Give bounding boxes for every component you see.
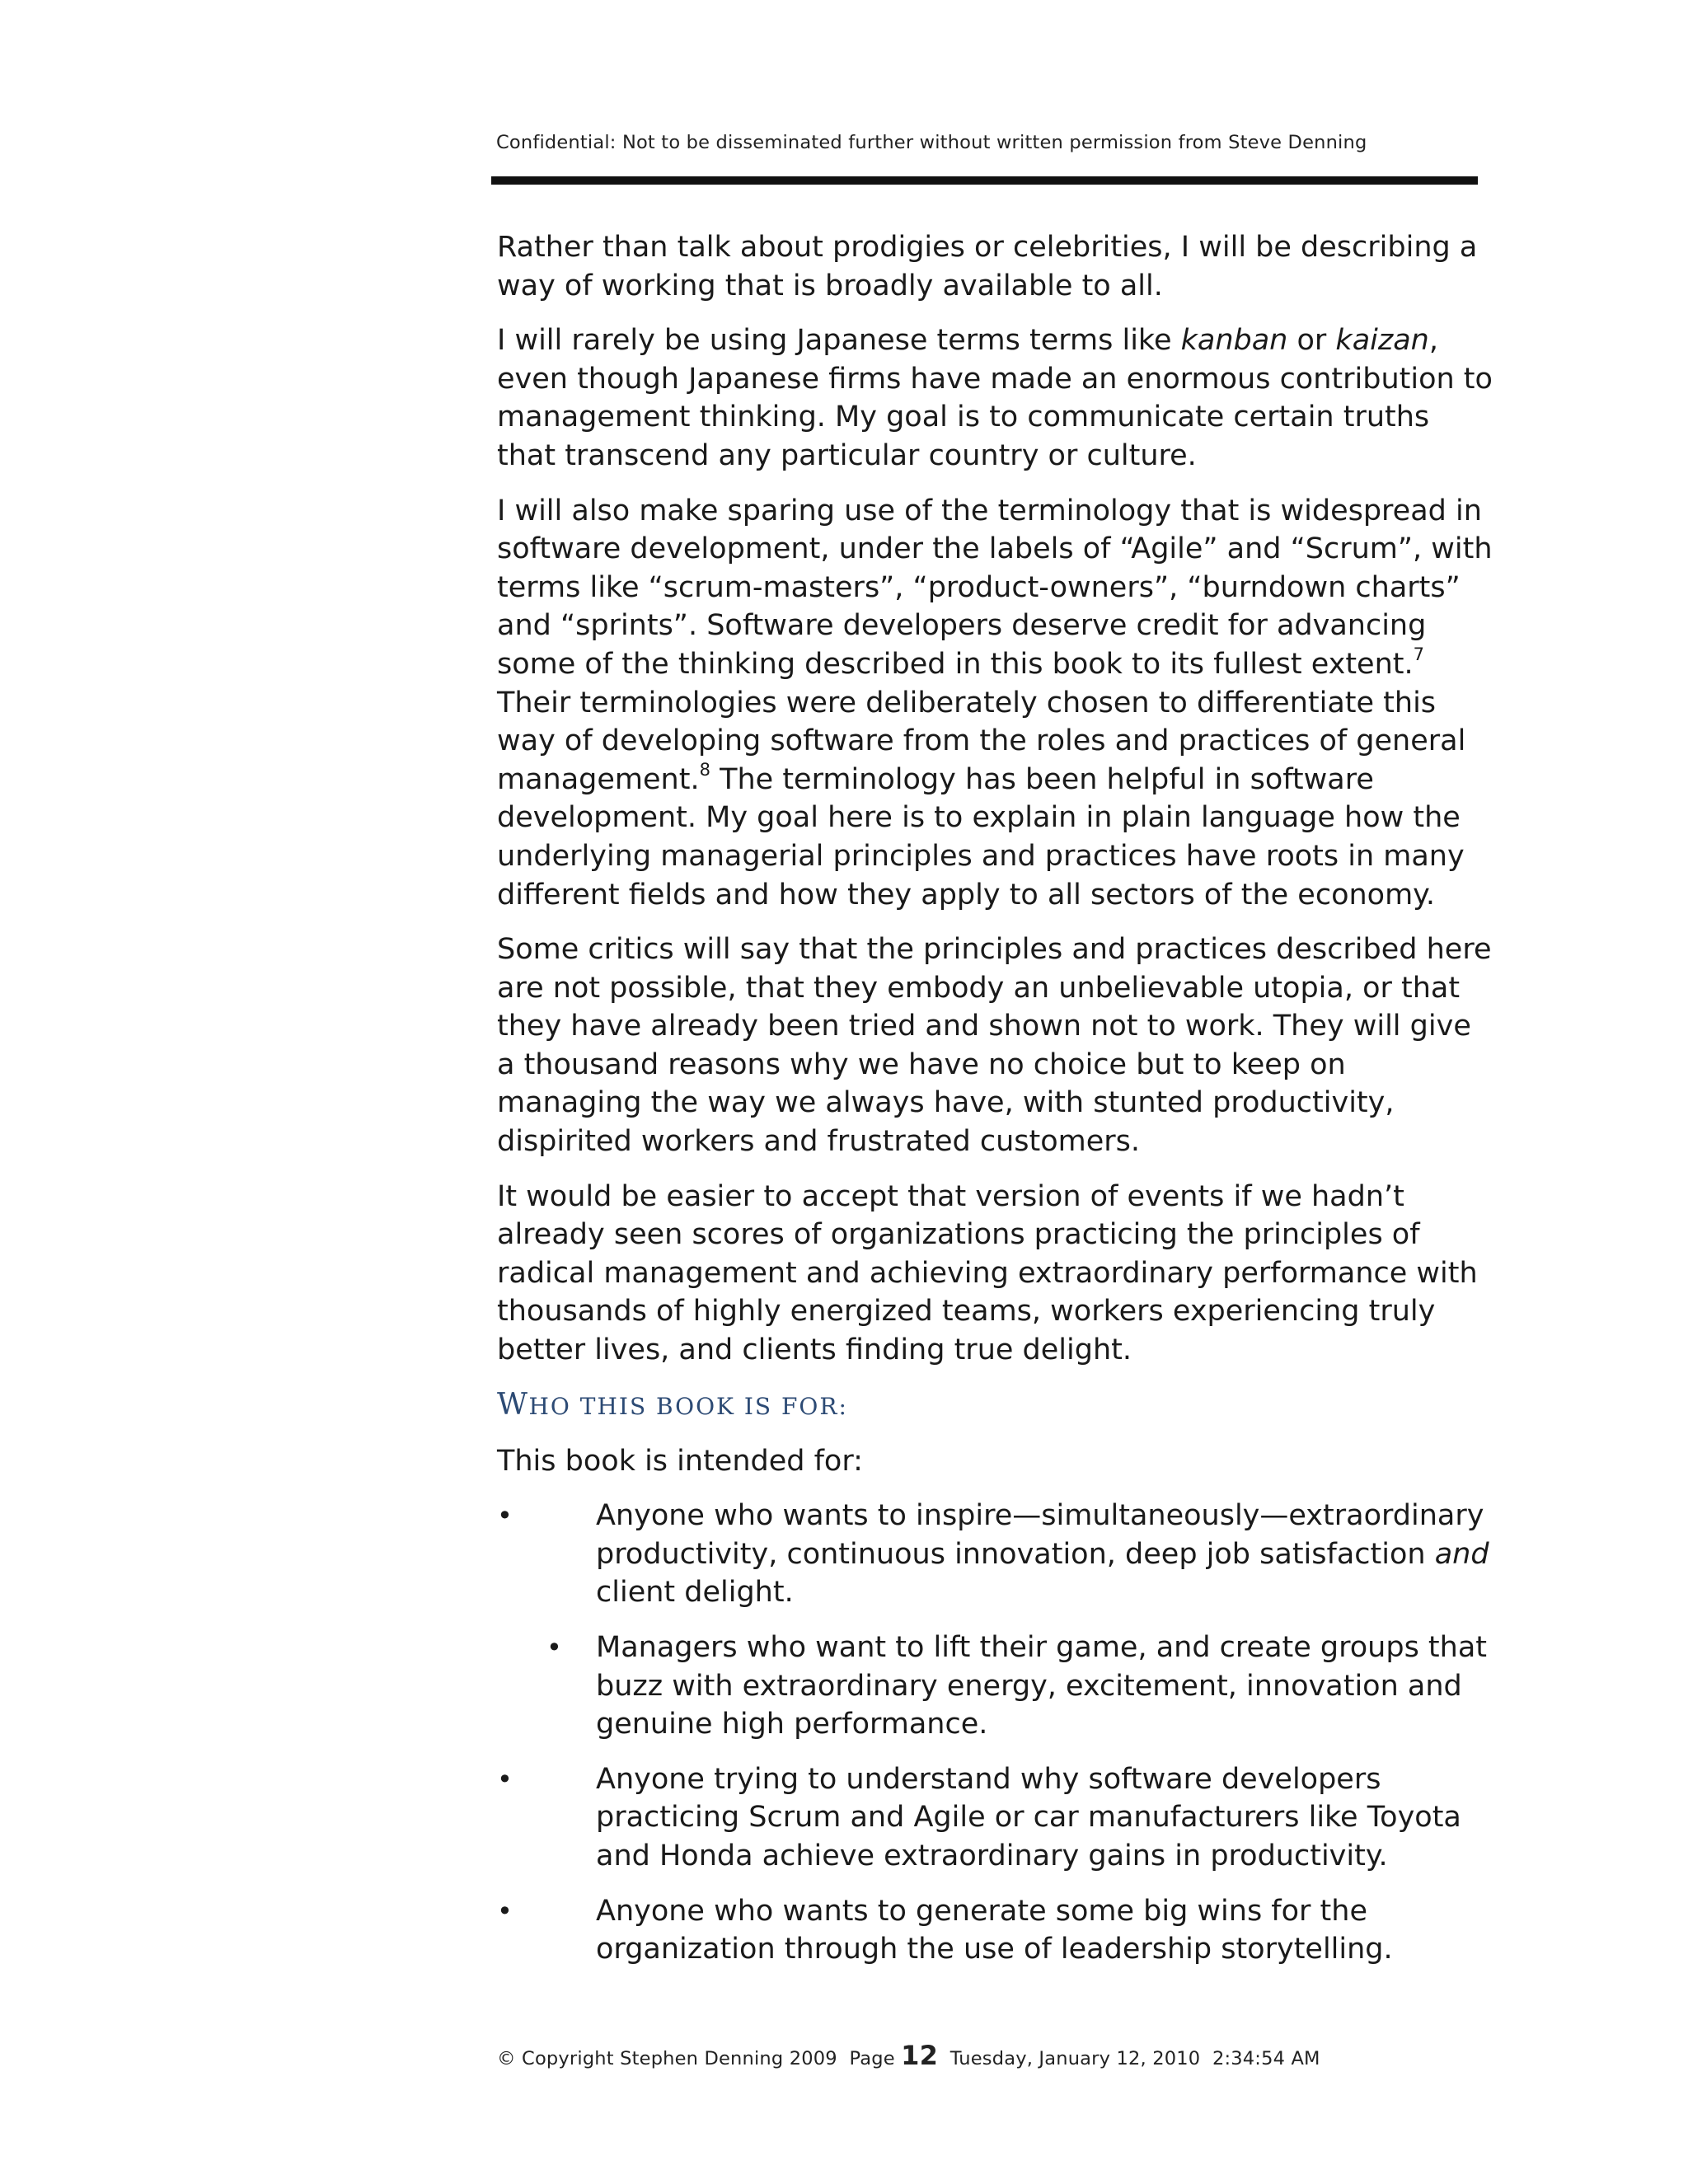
footnote-ref-8[interactable]: 8 [699,760,710,780]
emphasis-and: and [1434,1537,1489,1571]
text-run: The terminology has been helpful in software development. My goal here is to explain in plain language how the underlying managerial principles and practices have roots in many different fields and how they apply to all sectors of the economy. [497,762,1465,912]
text-run: Managers who want to lift their game, and create groups that buzz with extraordinary energy, excitement, innovation and genuine high performance. [596,1631,1488,1741]
paragraph-agile-terminology [497,492,1494,915]
heading-initial: W [497,1387,529,1422]
list-item [497,1497,1494,1612]
text-run: I will also make sparing use of the terminology that is widespread in software development, under the labels of “Agile” and “Scrum”, with terms like “scrum-masters”, “product-owners”, “burndown charts” and “sprints”. Software developers deserve credit for advancing some of the thinking described in this book to its fullest extent. [497,494,1493,681]
paragraph-organizations: It would be easier to accept that version of events if we hadn’t already seen scores of organizations practicing the principles of radical management and achieving extraordinary performance with thousands of highly energized teams, workers experiencing truly better lives, and clients finding true delight. [497,1179,1478,1367]
text-run: , even though Japanese firms have made an enormous contribution to management thinking. My goal is to communicate certain truths that transcend any particular country or culture. [497,324,1493,472]
footer-timestamp: Tuesday, January 12, 2010 2:34:54 AM [938,2048,1320,2069]
term-kaizan: kaizan [1335,324,1429,358]
text-run: or [1287,324,1336,358]
heading-smallcaps: HO THIS BOOK IS FOR: [528,1392,848,1420]
bullet-icon: • [497,1763,513,1795]
page-body [497,228,1494,1985]
text-run: client delight. [596,1576,794,1610]
intended-for-intro: This book is intended for: [497,1444,863,1478]
footnote-ref-7[interactable]: 7 [1413,644,1424,665]
text-run: I will rarely be using Japanese terms terms like [497,324,1181,358]
list-item [497,1629,1494,1744]
page-footer [497,2040,1320,2071]
text-run: Anyone trying to understand why software developers practicing Scrum and Agile or car manufacturers like Toyota and Honda achieve extraordinary gains in productivity. [596,1762,1461,1872]
list-item [497,1760,1494,1876]
list-item [497,1892,1494,1969]
paragraph-prodigies: Rather than talk about prodigies or celebrities, I will be describing a way of working that is broadly available to all. [497,231,1478,302]
text-run: Anyone who wants to inspire—simultaneously—extraordinary productivity, continuous innovation, deep job satisfaction [596,1499,1484,1571]
text-run: Their terminologies were deliberately chosen to differentiate this way of developing software from the roles and practices of general management. [497,686,1466,796]
term-kanban: kanban [1180,324,1288,358]
paragraph-critics: Some critics will say that the principles and practices described here are not possible, that they embody an unbelievable utopia, or that they have already been tried and shown not to work. They will give a thousand reasons why we have no choice but to keep on managing the way we always have, with stunted productivity, dispirited workers and frustrated customers. [497,933,1492,1159]
section-heading-who-this-book-is-for [497,1386,1494,1426]
text-run: Anyone who wants to generate some big wins for the organization through the use of leadership storytelling. [596,1894,1393,1966]
footer-copyright: © Copyright Stephen Denning 2009 Page [497,2048,902,2069]
header-rule [491,176,1478,185]
bullet-icon: • [497,1895,513,1927]
bullet-icon: • [497,1500,513,1532]
page-number: 12 [901,2040,939,2071]
paragraph-japanese-terms [497,321,1494,475]
bullet-icon: • [546,1632,562,1663]
confidential-header: Confidential: Not to be disseminated further without written permission from Steve Denning [496,132,1367,153]
